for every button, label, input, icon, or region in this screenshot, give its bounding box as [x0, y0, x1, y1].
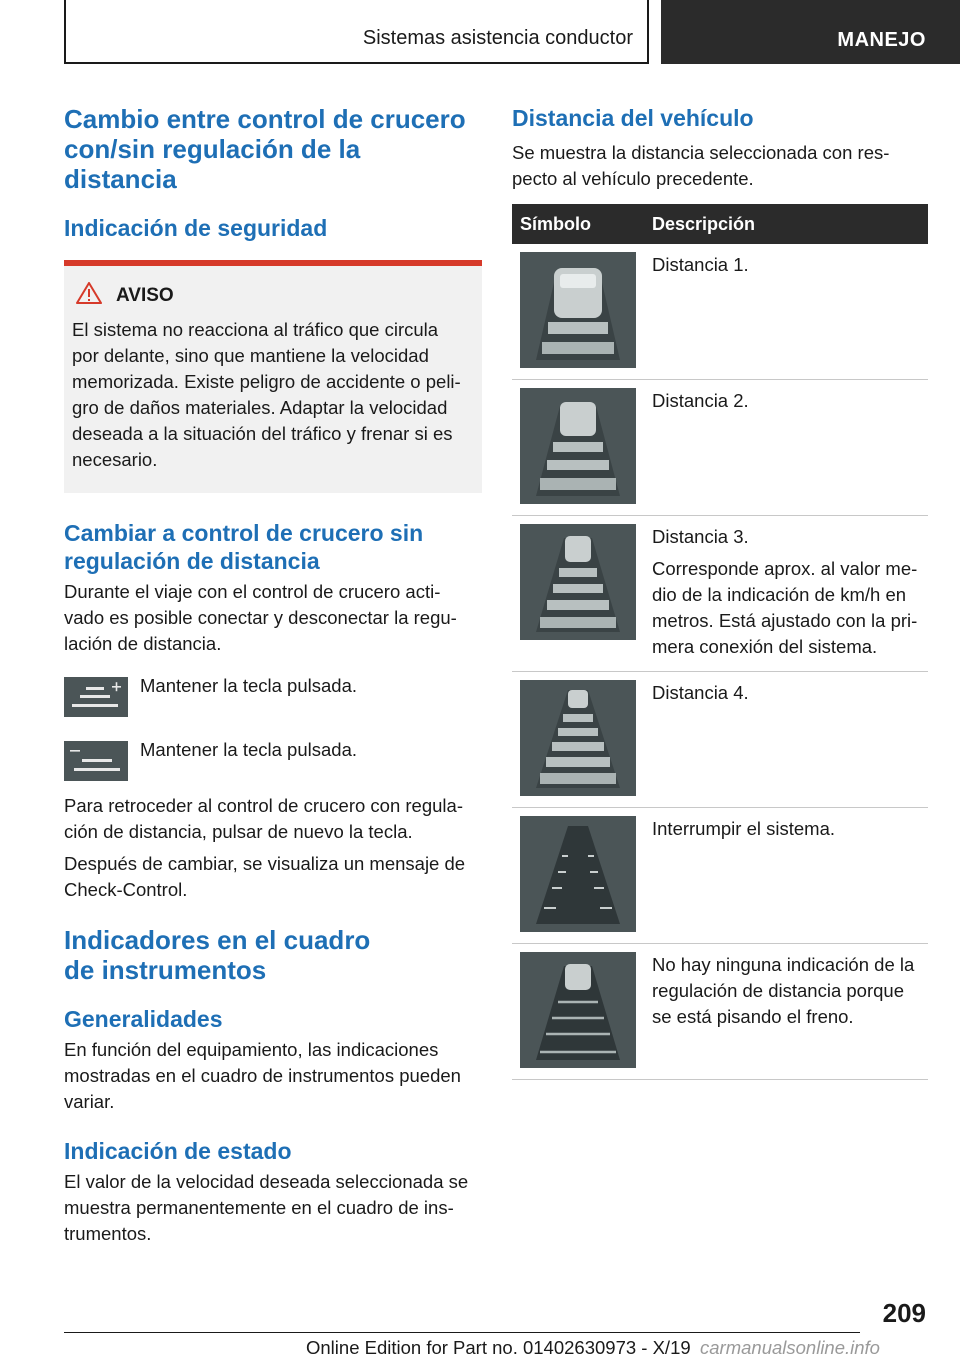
table-row — [512, 380, 928, 516]
warning-box — [64, 260, 482, 493]
footer-watermark: carmanualsonline.info — [700, 1337, 880, 1358]
row-3-note: Corresponde aprox. al valor me- dio de la indicación de km/h en metros. Está ajustado con la pri- mera conexión del sistema. — [652, 558, 918, 657]
after-paragraph: Después de cambiar, se visualiza un mensaje de Check-Control. — [64, 853, 466, 900]
switch-heading: Cambiar a control de crucero sin regulación de distancia — [64, 520, 424, 574]
row-1-text: Distancia 1. — [652, 254, 749, 275]
row-2-text: Distancia 2. — [652, 390, 749, 411]
key-row-minus — [64, 737, 482, 781]
distance-4-icon — [520, 680, 636, 796]
safety-heading: Indicación de seguridad — [64, 215, 328, 241]
row-6-text: No hay ninguna indicación de la regulación de distancia porque se está pisando el freno. — [652, 954, 915, 1027]
braking-no-distance-icon — [520, 952, 636, 1068]
footer-divider — [64, 1332, 860, 1333]
col-symbol-header: Símbolo — [512, 204, 644, 244]
distance-plus-key-icon — [64, 677, 128, 717]
table-row — [512, 516, 928, 672]
distance-heading: Distancia del vehículo — [512, 105, 754, 131]
table-header-row — [512, 204, 928, 244]
distance-1-icon — [520, 252, 636, 368]
row-3-text: Distancia 3. — [652, 526, 749, 547]
table-row — [512, 808, 928, 944]
distance-3-icon — [520, 524, 636, 640]
footer-edition: Online Edition for Part no. 01402630973 - X/19 — [306, 1337, 691, 1358]
right-column — [512, 100, 928, 1080]
key-plus-text: Mantener la tecla pulsada. — [140, 675, 357, 696]
warning-title — [72, 282, 474, 309]
header-section-title: Sistemas asistencia conductor — [362, 27, 633, 49]
page-number: 209 — [882, 1298, 926, 1328]
status-paragraph: El valor de la velocidad deseada seleccionada se muestra permanentemente en el cuadro de ins- trumentos. — [64, 1171, 469, 1244]
header-section — [64, 0, 649, 64]
general-paragraph: En función del equipamiento, las indicaciones mostradas en el cuadro de instrumentos pueden variar. — [64, 1039, 461, 1112]
warning-label: AVISO — [116, 284, 174, 306]
header-chapter — [661, 0, 960, 64]
status-heading: Indicación de estado — [64, 1138, 292, 1164]
return-paragraph: Para retroceder al control de crucero con regula- ción de distancia, pulsar de nuevo la tecla. — [64, 795, 463, 842]
key-row-plus — [64, 673, 482, 717]
indicators-title: Indicadores en el cuadro de instrumentos — [64, 925, 371, 985]
key-minus-text: Mantener la tecla pulsada. — [140, 739, 357, 760]
table-row — [512, 944, 928, 1080]
table-row — [512, 672, 928, 808]
warning-triangle-icon — [76, 282, 102, 309]
table-row — [512, 244, 928, 380]
header-chapter-title: MANEJO — [837, 29, 926, 51]
row-5-text: Interrumpir el sistema. — [652, 818, 835, 839]
distance-intro: Se muestra la distancia seleccionada con res- pecto al vehículo precedente. — [512, 142, 890, 189]
general-heading: Generalidades — [64, 1006, 223, 1032]
warning-text: El sistema no reacciona al tráfico que circula por delante, sino que mantiene la velocidad memorizada. Existe peligro de accidente o peli- gro de daños materiales. Adaptar la velocidad deseada a la situación del tráfico y frenar si es necesario. — [72, 319, 461, 470]
system-interrupted-icon — [520, 816, 636, 932]
distance-table — [512, 204, 928, 1080]
distance-minus-key-icon — [64, 741, 128, 781]
section-title: Cambio entre control de crucero con/sin regulación de la distancia — [64, 104, 466, 194]
distance-2-icon — [520, 388, 636, 504]
left-column — [64, 100, 482, 1247]
row-4-text: Distancia 4. — [652, 682, 749, 703]
switch-paragraph: Durante el viaje con el control de crucero acti- vado es posible conectar y desconectar la regu- lación de distancia. — [64, 581, 457, 654]
col-description-header: Descripción — [644, 204, 928, 244]
